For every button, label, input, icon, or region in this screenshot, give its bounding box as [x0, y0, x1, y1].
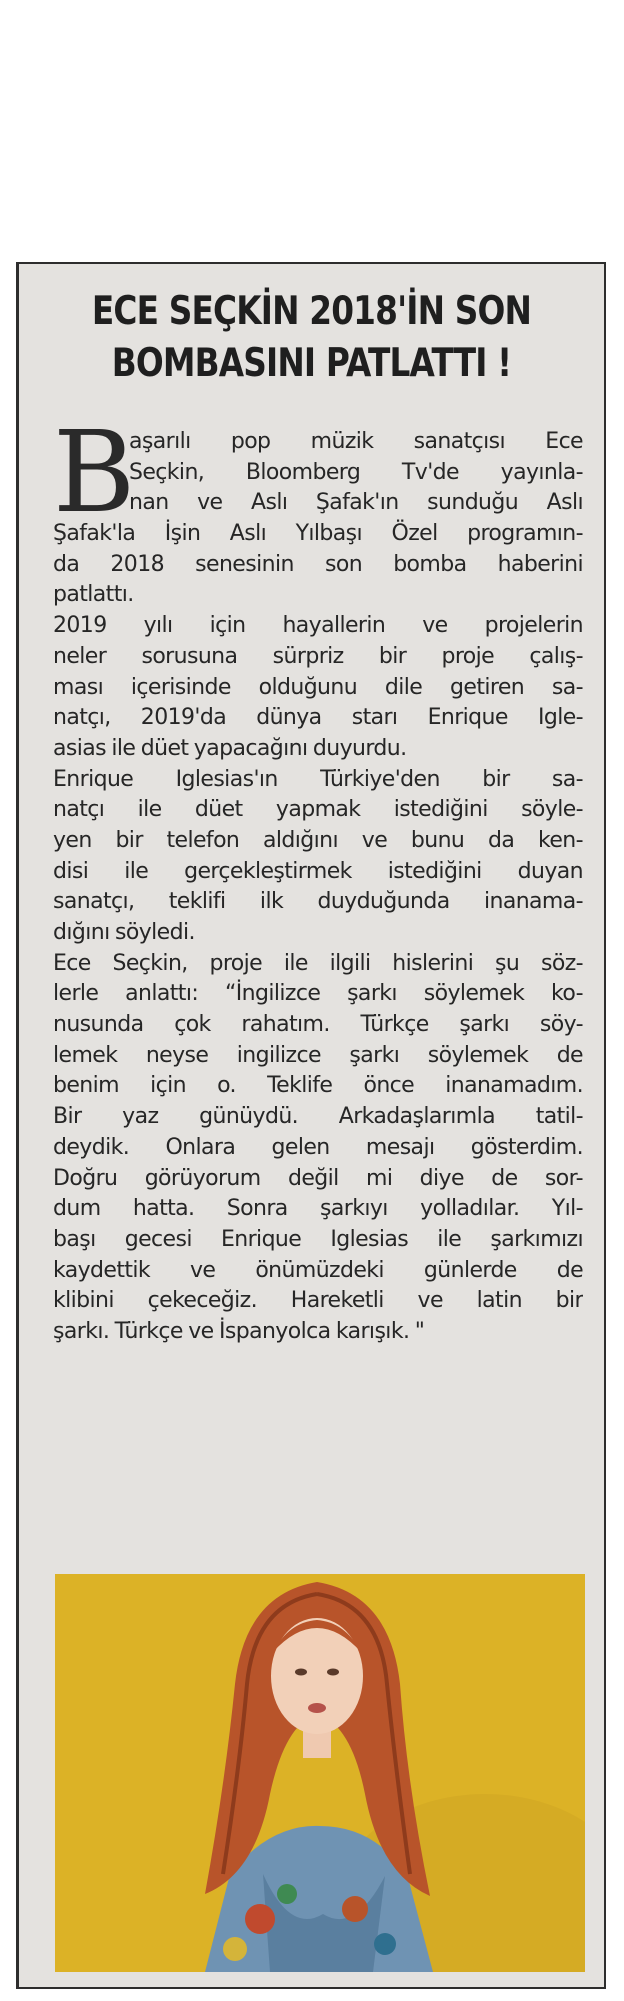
article-line: neler sorusuna sürpriz bir proje çalış- [53, 643, 583, 669]
article-line: Enrique Iglesias'ın Türkiye'den bir sa- [53, 766, 583, 792]
article-line: yen bir telefon aldığını ve bunu da ken- [53, 827, 583, 853]
article-line: 2019 yılı için hayallerin ve projelerin [53, 613, 583, 639]
headline [66, 286, 557, 390]
article-line: sanatçı, teklifi ilk duyduğunda inanama- [53, 889, 583, 915]
article-line: nusunda çok rahatım. Türkçe şarkı söy- [53, 1012, 583, 1038]
article-line: Bir yaz günüydü. Arkadaşlarımla tatil- [53, 1104, 583, 1130]
article-line: Doğru görüyorum değil mi diye de sor- [53, 1165, 583, 1191]
article-line: Ece Seçkin, proje ile ilgili hislerini şu söz- [53, 950, 583, 976]
article-line: da 2018 senesinin son bomba haberini [53, 551, 583, 577]
headline-line-2: BOMBASINI PATLATTI ! [111, 341, 512, 386]
article-line: Şafak'la İşin Aslı Yılbaşı Özel programın- [53, 521, 583, 547]
newspaper-clipping [16, 262, 606, 1989]
article-line: dum hatta. Sonra şarkıyı yolladılar. Yıl- [53, 1196, 583, 1222]
article-line: şarkı. Türkçe ve İspanyolca karışık. " [53, 1318, 425, 1344]
article-line: aşarılı pop müzik sanatçısı Ece [129, 429, 583, 454]
article-line: başı gecesi Enrique Iglesias ile şarkımızı [53, 1226, 583, 1252]
article-body [53, 408, 583, 1348]
drop-cap: B [53, 408, 136, 538]
article-photo [55, 1574, 585, 1972]
article-line: ması içerisinde olduğunu dile getiren sa- [53, 674, 583, 700]
article-line: disi ile gerçekleştirmek istediğini duyan [53, 858, 583, 884]
article-line: lerle anlattı: “İngilizce şarkı söylemek ko- [53, 981, 583, 1007]
singer-portrait-image [55, 1574, 585, 1972]
article-line: nan ve Aslı Şafak'ın sunduğu Aslı [129, 490, 583, 516]
article-line: natçı, 2019'da dünya starı Enrique Igle- [53, 705, 583, 731]
article-line: patlattı. [53, 582, 134, 608]
article-line: kaydettik ve önümüzdeki günlerde de [53, 1257, 583, 1283]
article-line: benim için o. Teklife önce inanamadım. [53, 1073, 583, 1099]
article-line: natçı ile düet yapmak istediğini söyle- [53, 797, 583, 823]
article-line: klibini çekeceğiz. Hareketli ve latin bir [53, 1288, 583, 1314]
article-line: asias ile düet yapacağını duyurdu. [53, 735, 407, 761]
article-line: deydik. Onlara gelen mesajı gösterdim. [53, 1134, 583, 1160]
headline-line-1: ECE SEÇKİN 2018'İN SON [91, 289, 532, 334]
article-line: lemek neyse ingilizce şarkı söylemek de [53, 1042, 583, 1068]
article-line: Seçkin, Bloomberg Tv'de yayınla- [129, 459, 583, 485]
article-line: dığını söyledi. [53, 920, 195, 945]
